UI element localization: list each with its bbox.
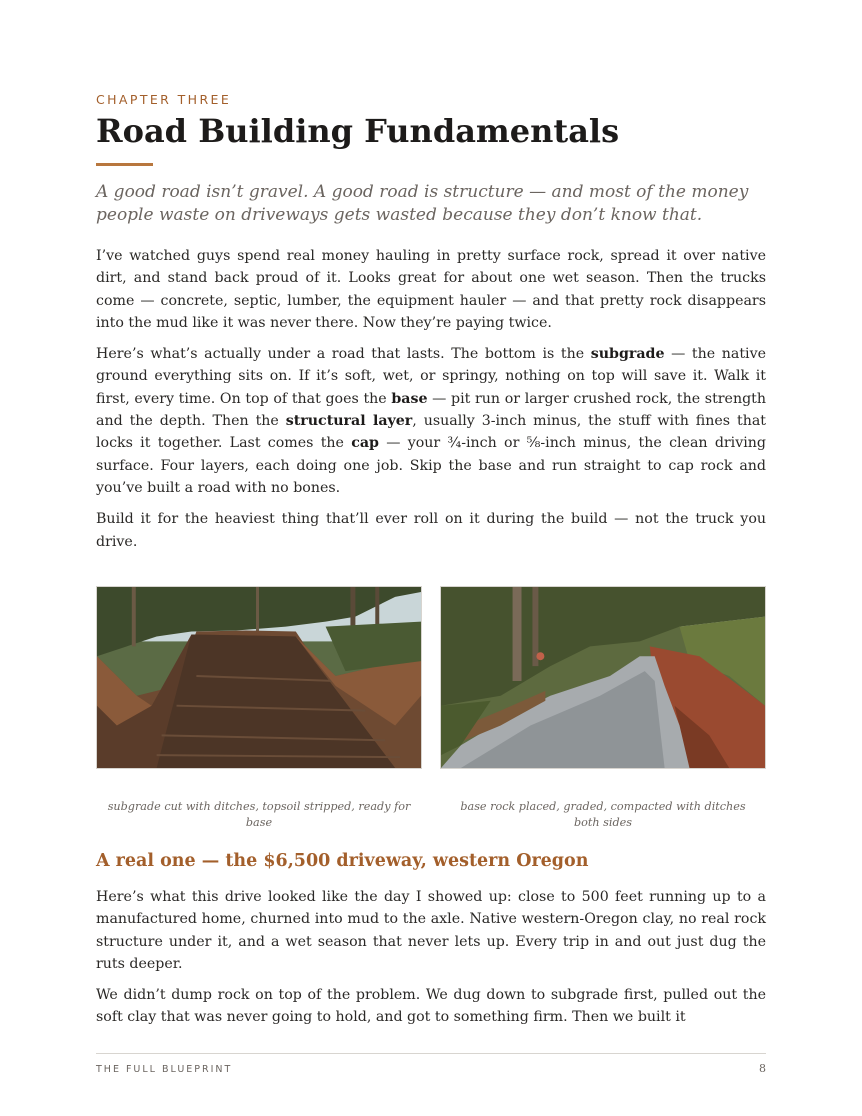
p2-text-d: — pit run or larger crushed rock, the strength and the depth. Then the xyxy=(96,390,767,430)
section-body xyxy=(96,886,766,1029)
figure-base-rock xyxy=(440,586,766,831)
lede-paragraph: A good road isn’t gravel. A good road is structure — and most of the money people waste on driveways gets wasted because they don’t know that. xyxy=(96,182,749,225)
section-paragraph-2: We didn’t dump rock on top of the problem. We dug down to subgrade first, pulled out the soft clay that was never going to hold, and got to something firm. Then we built it xyxy=(96,987,766,1026)
p2-text-a: Here’s what’s actually under a road that lasts. The bottom is the xyxy=(96,346,591,363)
page-footer xyxy=(96,1053,766,1075)
figure-caption-base-rock: base rock placed, graded, compacted with ditches both sides xyxy=(460,800,746,829)
figure-caption-subgrade: subgrade cut with ditches, topsoil stripped, ready for base xyxy=(107,800,411,829)
page-number: 8 xyxy=(759,1062,766,1075)
base-rock-photo xyxy=(440,586,766,769)
page-title: Road Building Fundamentals xyxy=(96,112,620,150)
footer-book-title: THE FULL BLUEPRINT xyxy=(96,1064,233,1075)
figure-row xyxy=(96,586,766,836)
p2-text-f: — your ¾-inch or ⅝-inch minus, the clean driving surface. Four layers, each doing one job. Skip the base and run straight to cap rock and you’ve built a road with no bones. xyxy=(96,435,766,496)
subgrade-photo xyxy=(96,586,422,769)
figure-subgrade xyxy=(96,586,422,831)
body-paragraph-2 xyxy=(96,343,766,499)
p2-text-c: — the native ground everything sits on. If it’s soft, wet, or springy, nothing on top will save it. Walk it first, every time. On top of that goes the xyxy=(96,346,767,407)
section-paragraph-1: Here’s what this drive looked like the day I showed up: close to 500 feet running up to a manufactured home, churned into mud to the axle. Native western-Oregon clay, no real rock structure under it, and a wet season that never lets up. Every trip in and out just dug the ruts deeper. xyxy=(96,889,766,972)
section-heading: A real one — the $6,500 driveway, western Oregon xyxy=(96,851,589,871)
term-cap: cap xyxy=(351,435,379,452)
subgrade-photo-image xyxy=(97,587,421,768)
term-structural-layer: structural layer xyxy=(285,413,413,430)
chapter-label: CHAPTER THREE xyxy=(96,92,232,107)
title-accent-rule xyxy=(96,163,153,166)
p2-text-e: , usually 3-inch minus, the stuff with fines that locks it together. Last comes the xyxy=(96,413,766,452)
base-rock-photo-image xyxy=(441,587,765,768)
term-subgrade: subgrade xyxy=(590,346,665,363)
body-paragraph-1: I’ve watched guys spend real money hauling in pretty surface rock, spread it over native dirt, and stand back proud of it. Looks great for about one wet season. Then the trucks come — concrete, septic, lumber, the equipment hauler — and that pretty rock disappears into the mud like it was never there. Now they’re paying twice. xyxy=(96,248,766,331)
intro-body xyxy=(96,245,766,553)
term-base: base xyxy=(391,390,428,407)
body-paragraph-3: Build it for the heaviest thing that’ll ever roll on it during the build — not the truck you drive. xyxy=(96,511,766,550)
